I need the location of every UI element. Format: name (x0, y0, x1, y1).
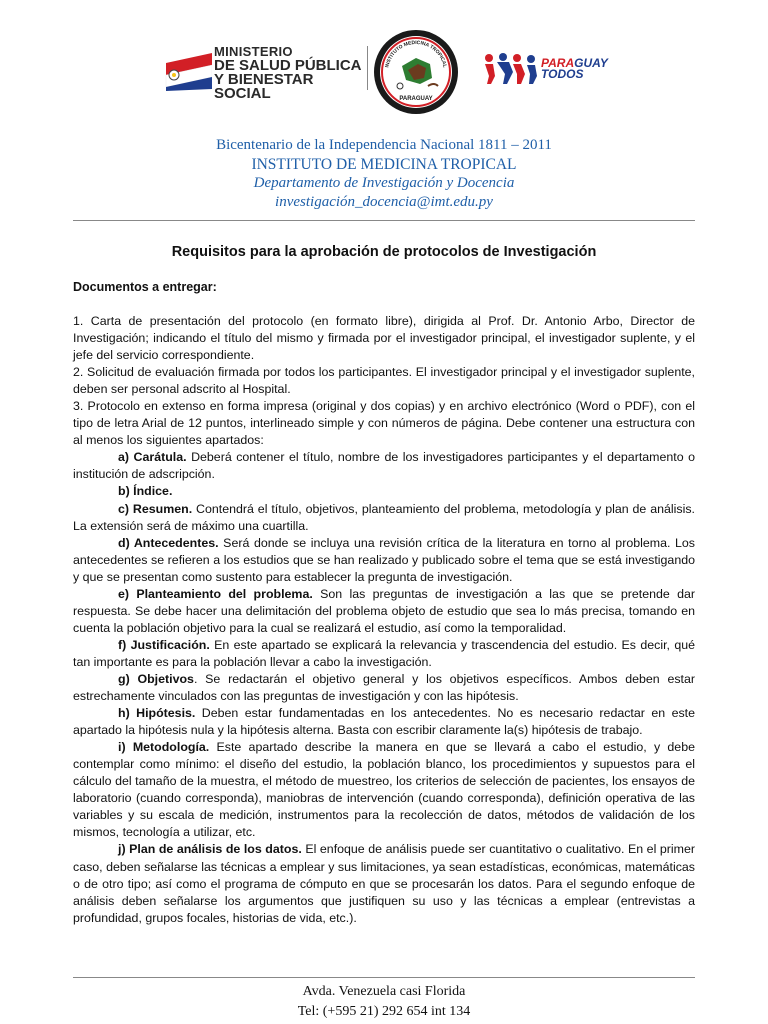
section-j (73, 841, 695, 926)
paraguay-todos-text (541, 58, 608, 80)
bicentenario-line: Bicentenario de la Independencia Nacional 1811 – 2011 (216, 137, 552, 153)
section-h-label: h) Hipótesis. (118, 706, 196, 721)
pt-todos: TODOS (541, 67, 584, 81)
section-i-text: Este apartado describe la manera en que se llevará a cabo el estudio, y debe contemplar como mínimo: el diseño del estudio, la población blanco, los procedimientos y supuestos para el cálculo del tamaño de la muestra, el método de muestreo, los criterios de selección de pacientes, los ensayos de laboratorio (cuando corresponda), maniobras de intervención (cuando corresponda), definición operativa de las variables y su escala de medición, instrumentos para la recolección de datos, métodos de validación de los mismos, tecnología a utilizar, etc. (73, 740, 695, 840)
page-footer (0, 982, 768, 1022)
department-email[interactable]: investigación_docencia@imt.edu.py (275, 194, 493, 210)
svg-text:PARAGUAY: PARAGUAY (399, 96, 433, 102)
section-a-text: Deberá contener el título, nombre de los investigadores participantes y el departamento o institución de adscripción. (73, 450, 695, 482)
ministry-line-3: Y BIENESTAR SOCIAL (214, 71, 314, 102)
paraguay-flag-icon (160, 49, 212, 91)
ministry-text (214, 45, 365, 101)
pt-guay: GUAY (574, 56, 608, 70)
documents-heading: Documentos a entregar: (73, 280, 217, 294)
section-d (73, 535, 695, 586)
logo-divider (367, 46, 368, 90)
section-a-label: a) Carátula. (118, 450, 187, 465)
section-h (73, 705, 695, 739)
item-3: 3. Protocolo en extenso en forma impresa (original y dos copias) y en archivo electrónico (Word o PDF), con el tipo de letra Arial de 12 puntos, interlineado simple y con números de página. Debe contener una estructura con al menos los siguientes apartados: (73, 399, 695, 448)
header-divider (73, 220, 695, 221)
item-2: 2. Solicitud de evaluación firmada por todos los participantes. El investigador principal y el investigador suplente, deben ser personal adscrito al Hospital. (73, 365, 695, 397)
header-logos (160, 40, 620, 120)
footer-phone: Tel: (+595 21) 292 654 int 134 (297, 1004, 471, 1019)
item-1: 1. Carta de presentación del protocolo (en formato libre), dirigida al Prof. Dr. Antonio Arbo, Director de Investigación; indicando el título del mismo y firmada por el investigador principal, el investigador suplente, y el jefe del servicio correspondiente. (73, 314, 695, 363)
section-i-label: i) Metodología. (118, 740, 210, 755)
section-d-text: Será donde se incluya una revisión crítica de la literatura en torno al problema. Los antecedentes se refieren a los estudios que se han realizado y publicado sobre el tema que se está investigando y que se presentan como sustento para establecer la pregunta de investigación. (73, 535, 696, 584)
section-f-text: En este apartado se explicará la relevancia y trascendencia del estudio. Es decir, qué tan importante es para la población llevar a cabo la investigación. (73, 637, 695, 669)
svg-text:INSTITUTO MEDICINA TROPICAL: INSTITUTO MEDICINA TROPICAL (384, 39, 448, 69)
section-e (73, 586, 695, 637)
section-f (73, 637, 695, 671)
people-figures-icon (483, 52, 539, 86)
section-c-label: c) Resumen. (118, 501, 193, 516)
document-body (73, 313, 695, 927)
section-d-label: d) Antecedentes. (118, 535, 219, 550)
footer-divider (73, 977, 695, 978)
section-b (73, 483, 695, 500)
section-i (73, 739, 695, 841)
section-a (73, 449, 695, 483)
ministry-logo (160, 44, 365, 102)
section-g-text: . Se redactarán el objetivo general y los objetivos específicos. Ambos deben estar estrechamente vinculados con las preguntas de investigación y con las hipótesis. (73, 671, 695, 704)
section-h-text: Deben estar fundamentadas en los antecedentes. No es necesario redactar en este apartado la hipótesis nula y la hipótesis alterna. Basta con escribir claramente la(s) hipótesis de trabajo. (73, 706, 695, 738)
institute-seal-icon (372, 28, 460, 116)
ministry-line-2: DE SALUD PÚBLICA (214, 57, 362, 74)
section-c-text: Contendrá el título, objetivos, planteamiento del problema, metodología y plan de análisis. La extensión será de máximo una cuartilla. (73, 501, 695, 533)
department-name: Departamento de Investigación y Docencia (253, 175, 515, 191)
section-e-label: e) Planteamiento del problema. (118, 586, 313, 601)
pt-para: PARA (541, 56, 575, 70)
paraguay-todos-logo (483, 50, 613, 90)
section-j-label: j) Plan de análisis de los datos. (118, 842, 302, 857)
section-b-label: b) Índice. (118, 484, 173, 499)
page-title: Requisitos para la aprobación de protocolos de Investigación (171, 244, 597, 260)
ministry-line-1: MINISTERIO (214, 44, 293, 59)
section-e-text: Son las preguntas de investigación a las que se pretende dar respuesta. Se debe hacer una delimitación del problema objeto de estudio que sea lo más precisa, tomando en cuenta la población objetivo para la cual se realizará el estudio, así como la temporalidad. (73, 586, 695, 635)
institute-header (0, 136, 768, 212)
section-j-text: El enfoque de análisis puede ser cuantitativo o cualitativo. En el primer caso, deben señalarse las técnicas a emplear y sus limitaciones, ya sean estadísticas, económicas, matemáticas o de otro tipo; así como el programa de cómputo en que se procesarán los datos. Para el segundo enfoque de análisis deben señalarse los argumentos que justifiquen su uso y las técnicas a emplear (entrevistas a profundidad, grupos focales, historias de vida, etc.). (73, 842, 695, 925)
footer-address: Avda. Venezuela casi Florida (302, 984, 466, 999)
section-c (73, 501, 695, 535)
section-f-label: f) Justificación. (118, 637, 210, 652)
section-g (73, 671, 695, 705)
section-g-label: g) Objetivos (118, 671, 194, 686)
institute-name: INSTITUTO DE MEDICINA TROPICAL (251, 156, 517, 173)
